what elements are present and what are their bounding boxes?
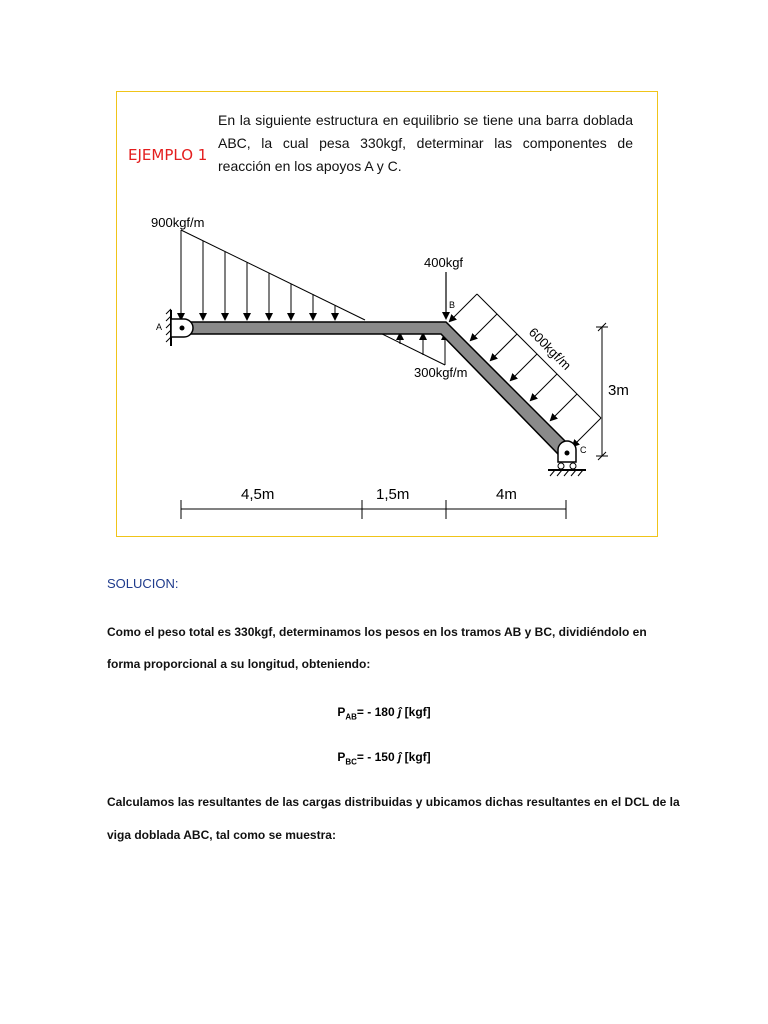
dim-2-label: 1,5m xyxy=(376,486,410,503)
formula-weight-bc: $P_{BC}= - 150$ ĵ [kgf] xyxy=(337,750,431,767)
point-load-label: 400kgf xyxy=(424,255,464,270)
solution-paragraph-1-line-2: forma proporcional a su longitud, obteniendo: xyxy=(107,657,371,671)
bent-beam xyxy=(181,322,570,454)
pin-support-a xyxy=(166,309,193,346)
load-ab-label: 900kgf/m xyxy=(151,215,205,230)
distributed-load-uplift xyxy=(380,333,445,365)
problem-statement: En la siguiente estructura en equilibrio se tiene una barra doblada ABC, la cual pesa 330kgf, determinar las componentes de reacción en los apoyos A y C. xyxy=(218,112,633,174)
distributed-load-ab xyxy=(181,230,365,320)
solution-paragraph-1-line-1: Como el peso total es 330kgf, determinamos los pesos en los tramos AB y BC, dividiéndolo en xyxy=(107,625,647,639)
solution-paragraph-2-line-2: viga doblada ABC, tal como se muestra: xyxy=(107,828,336,842)
solution-paragraph-2-line-1: Calculamos las resultantes de las cargas distribuidas y ubicamos dichas resultantes en el DCL de la xyxy=(107,795,680,809)
height-label: 3m xyxy=(608,382,629,399)
point-c-label: C xyxy=(580,445,587,455)
dim-1-label: 4,5m xyxy=(241,486,275,503)
solution-title: SOLUCION: xyxy=(107,576,179,591)
formula-weight-ab: $P_{AB}= - 180$ ĵ [kgf] xyxy=(337,705,431,722)
point-b-label: B xyxy=(449,300,456,310)
distributed-load-bc xyxy=(450,294,601,446)
dimension-height xyxy=(596,323,608,460)
load-uplift-label: 300kgf/m xyxy=(414,365,468,380)
example-label: EJEMPLO 1 xyxy=(128,146,208,164)
load-bc-label: 600kgf/m xyxy=(525,324,575,373)
point-a-label: A xyxy=(156,322,163,332)
dim-3-label: 4m xyxy=(496,486,517,503)
